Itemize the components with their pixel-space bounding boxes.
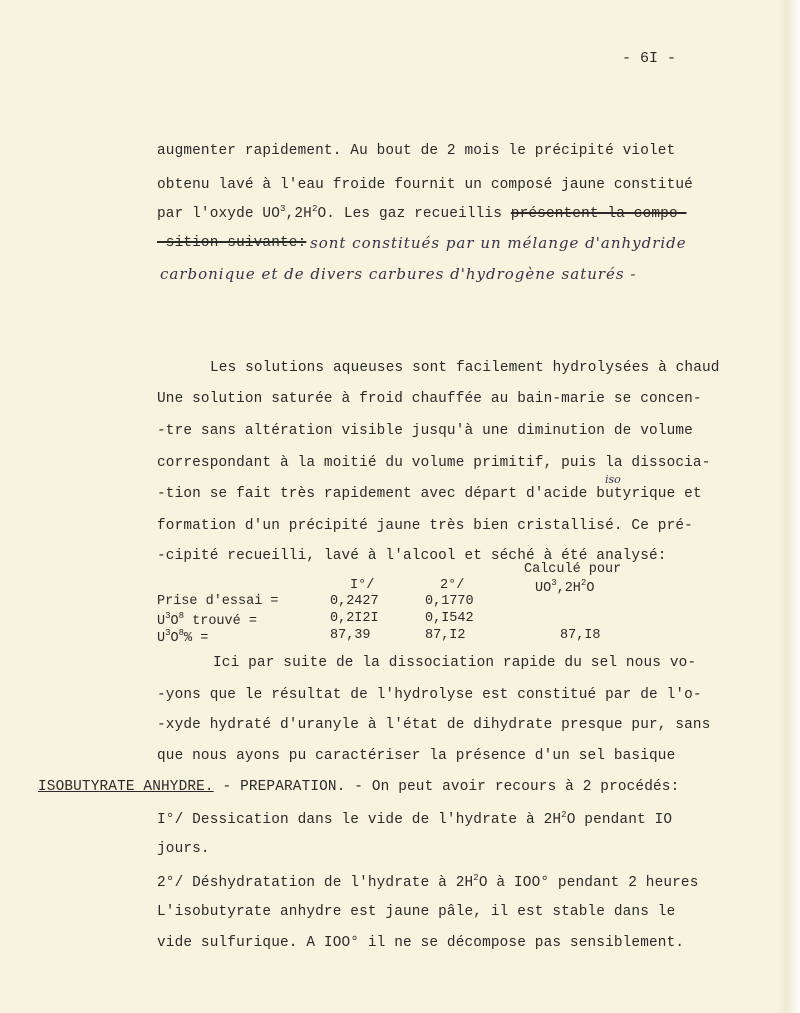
table-header-calc: Calculé pour — [524, 562, 622, 577]
struck-text: -sition suivante: — [157, 235, 307, 251]
text-line: Les solutions aqueuses sont facilement hydrolysées à chaud — [210, 360, 720, 376]
table-cell: 0,1770 — [425, 594, 474, 609]
text-line: L'isobutyrate anhydre est jaune pâle, il est stable dans le — [157, 904, 676, 920]
text-line: par l'oxyde $UO^3,2H^2O$. Les gaz recueillis présentent la compo- — [157, 204, 687, 222]
text-line: 2°/ Déshydratation de l'hydrate à $2H^2O$ à IOO° pendant 2 heures — [157, 873, 699, 891]
table-cell: 87,I8 — [560, 628, 601, 643]
handwritten-annotation: sont constitués par un mélange d'anhydride — [310, 234, 687, 252]
table-col-header: 2°/ — [440, 578, 465, 593]
section-heading: ISOBUTYRATE ANHYDRE. — [38, 779, 214, 795]
text-line: jours. — [157, 841, 210, 857]
text-line: correspondant à la moitié du volume primitif, puis la dissocia- — [157, 455, 711, 471]
table-cell: 0,I542 — [425, 611, 474, 626]
text-line: Une solution saturée à froid chauffée au bain-marie se concen- — [157, 391, 702, 407]
table-cell: 87,39 — [330, 628, 371, 643]
text-line: vide sulfurique. A IOO° il ne se décompose pas sensiblement. — [157, 935, 685, 951]
table-row-label: $U^3O^8\%$ = — [157, 628, 209, 646]
text-line: formation d'un précipité jaune très bien cristallisé. Ce pré- — [157, 518, 693, 534]
table-header-formula: $UO^3,2H^2O$ — [535, 578, 595, 596]
text-line: obtenu lavé à l'eau froide fournit un composé jaune constitué — [157, 177, 693, 193]
text-line: -yons que le résultat de l'hydrolyse est constitué par de l'o- — [157, 687, 702, 703]
text-line: -cipité recueilli, lavé à l'alcool et séché à été analysé: — [157, 548, 667, 564]
table-cell: 87,I2 — [425, 628, 466, 643]
struck-text: présentent la compo- — [510, 206, 687, 222]
text-line: Ici par suite de la dissociation rapide du sel nous vo- — [213, 655, 697, 671]
text-line: augmenter rapidement. Au bout de 2 mois le précipité violet — [157, 143, 676, 159]
text-line: -tre sans altération visible jusqu'à une diminution de volume — [157, 423, 693, 439]
handwritten-insertion: iso — [605, 473, 621, 486]
text-line: que nous ayons pu caractériser la présence d'un sel basique — [157, 748, 676, 764]
text-line: -tion se fait très rapidement avec départ d'acide butyrique et — [157, 486, 702, 502]
page-edge — [778, 0, 800, 1013]
table-row-label: $U^3O^8$ trouvé = — [157, 611, 257, 629]
handwritten-annotation: carbonique et de divers carbures d'hydrogène saturés - — [160, 265, 637, 283]
table-col-header: I°/ — [350, 578, 375, 593]
page-number: - 6I - — [622, 50, 677, 67]
text-line: -xyde hydraté d'uranyle à l'état de dihydrate presque pur, sans — [157, 717, 711, 733]
text-line: I°/ Dessication dans le vide de l'hydrate à $2H^2O$ pendant IO — [157, 810, 673, 828]
table-cell: 0,2427 — [330, 594, 379, 609]
table-row-label: Prise d'essai = — [157, 594, 279, 609]
table-cell: 0,2I2I — [330, 611, 379, 626]
section-heading-line: ISOBUTYRATE ANHYDRE. - PREPARATION. - On peut avoir recours à 2 procédés: — [38, 779, 680, 795]
